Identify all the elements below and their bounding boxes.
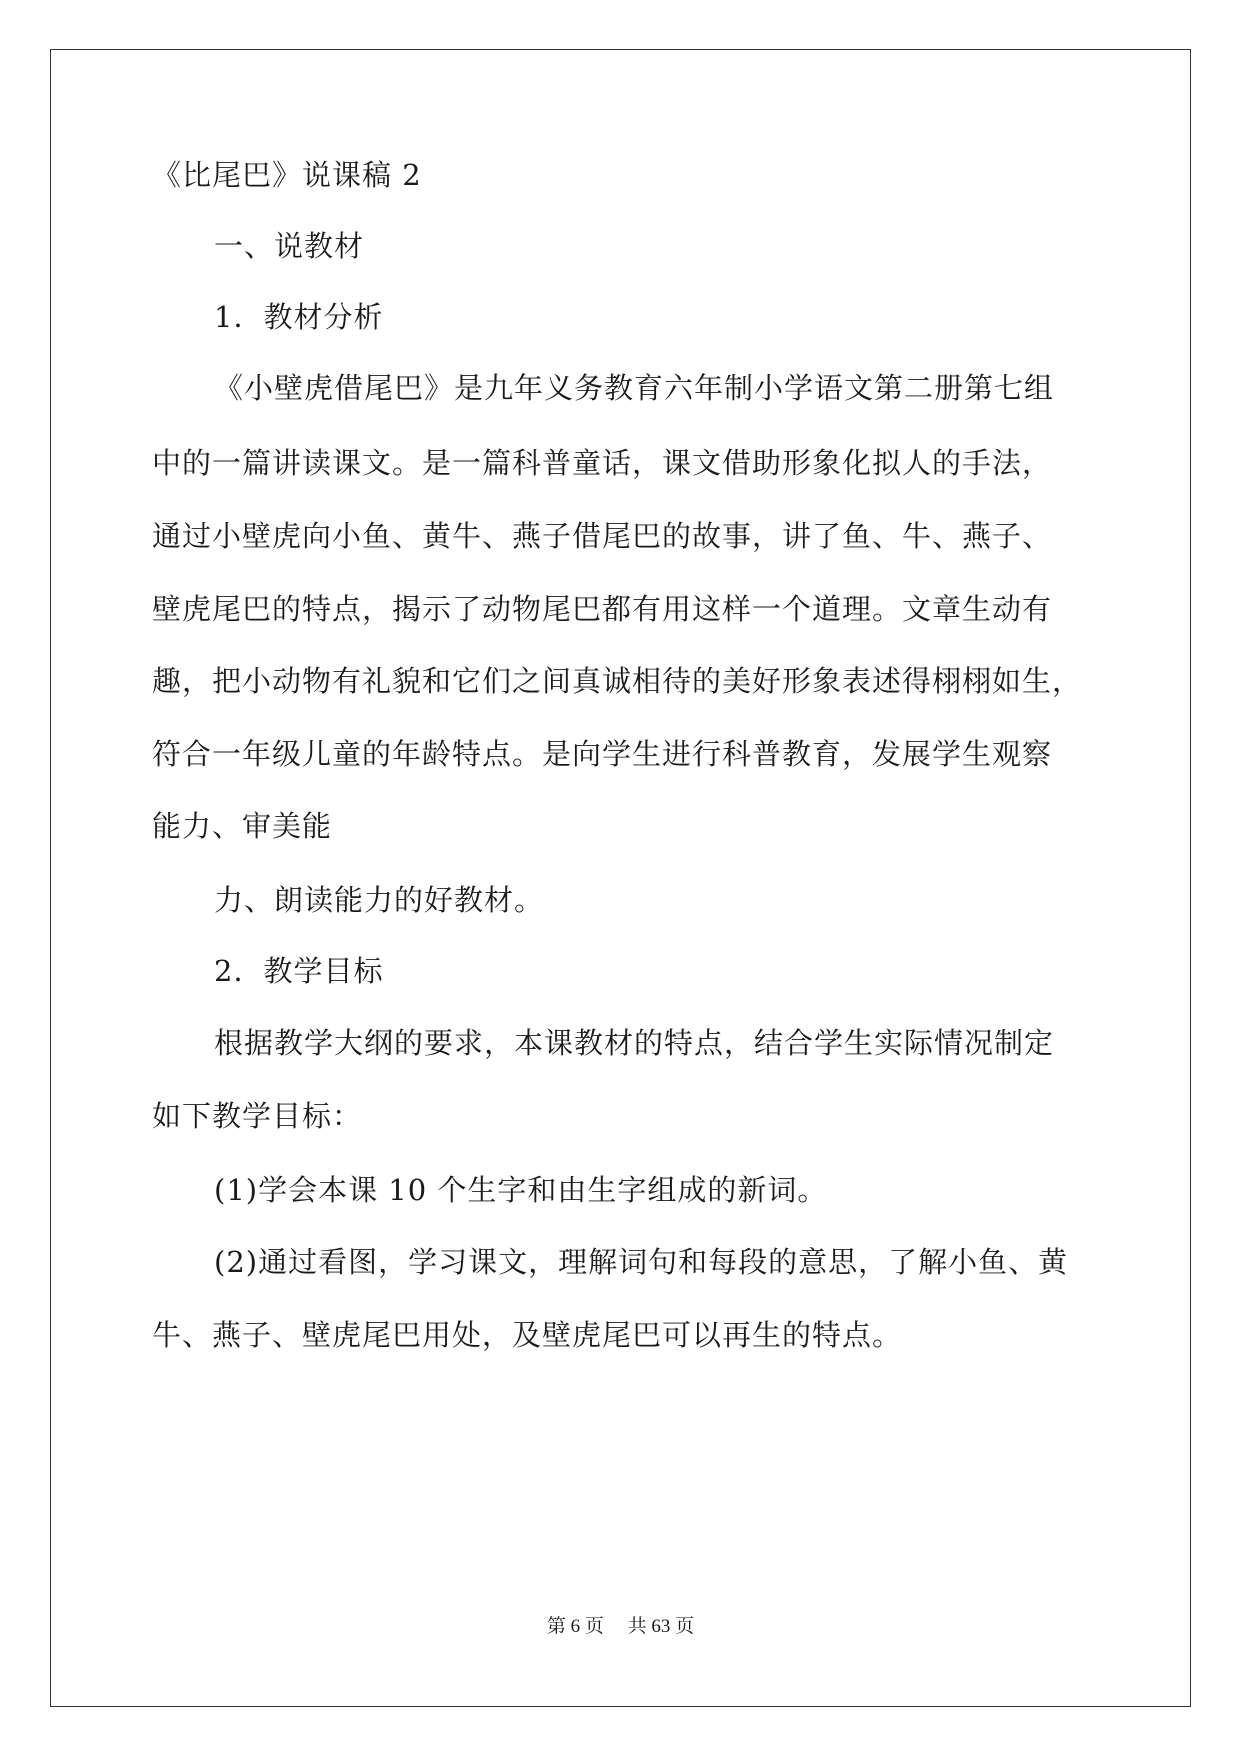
paragraph-line: 通过小壁虎向小鱼、黄牛、燕子借尾巴的故事，讲了鱼、牛、燕子、 <box>152 519 1053 553</box>
subsection-heading-goals: 2．教学目标 <box>214 954 384 988</box>
paragraph-line: 能力、审美能 <box>152 809 333 843</box>
paragraph-line: 中的一篇讲读课文。是一篇科普童话，课文借助形象化拟人的手法， <box>152 446 1053 480</box>
goal-item: (1)学会本课 10 个生字和由生字组成的新词。 <box>214 1173 828 1207</box>
page-number: 6 <box>570 1616 581 1637</box>
goal-item: (2)通过看图，学习课文，理解词句和每段的意思，了解小鱼、黄 <box>214 1245 1069 1279</box>
paragraph-line: 根据教学大纲的要求，本课教材的特点，结合学生实际情况制定 <box>214 1026 1055 1060</box>
total-pages: 63 <box>651 1616 671 1637</box>
subsection-heading-analysis: 1．教材分析 <box>214 300 384 334</box>
paragraph-line: 《小壁虎借尾巴》是九年义务教育六年制小学语文第二册第七组 <box>214 371 1055 405</box>
paragraph-line: 趣，把小动物有礼貌和它们之间真诚相待的美好形象表述得栩栩如生， <box>152 664 1083 698</box>
paragraph-line: 符合一年级儿童的年龄特点。是向学生进行科普教育，发展学生观察 <box>152 737 1053 771</box>
paragraph-line: 壁虎尾巴的特点，揭示了动物尾巴都有用这样一个道理。文章生动有 <box>152 592 1053 626</box>
paragraph-line: 如下教学目标： <box>152 1099 363 1133</box>
page-prefix: 第 <box>546 1616 566 1637</box>
page-footer <box>0 1615 1241 1639</box>
goal-item-continuation: 牛、燕子、壁虎尾巴用处，及壁虎尾巴可以再生的特点。 <box>152 1318 903 1352</box>
section-heading: 一、说教材 <box>214 229 365 263</box>
document-title: 《比尾巴》说课稿 2 <box>152 158 422 192</box>
page-suffix: 页 <box>584 1616 604 1637</box>
paragraph-line: 力、朗读能力的好教材。 <box>214 883 545 917</box>
total-prefix: 共 <box>627 1616 647 1637</box>
total-suffix: 页 <box>675 1616 695 1637</box>
